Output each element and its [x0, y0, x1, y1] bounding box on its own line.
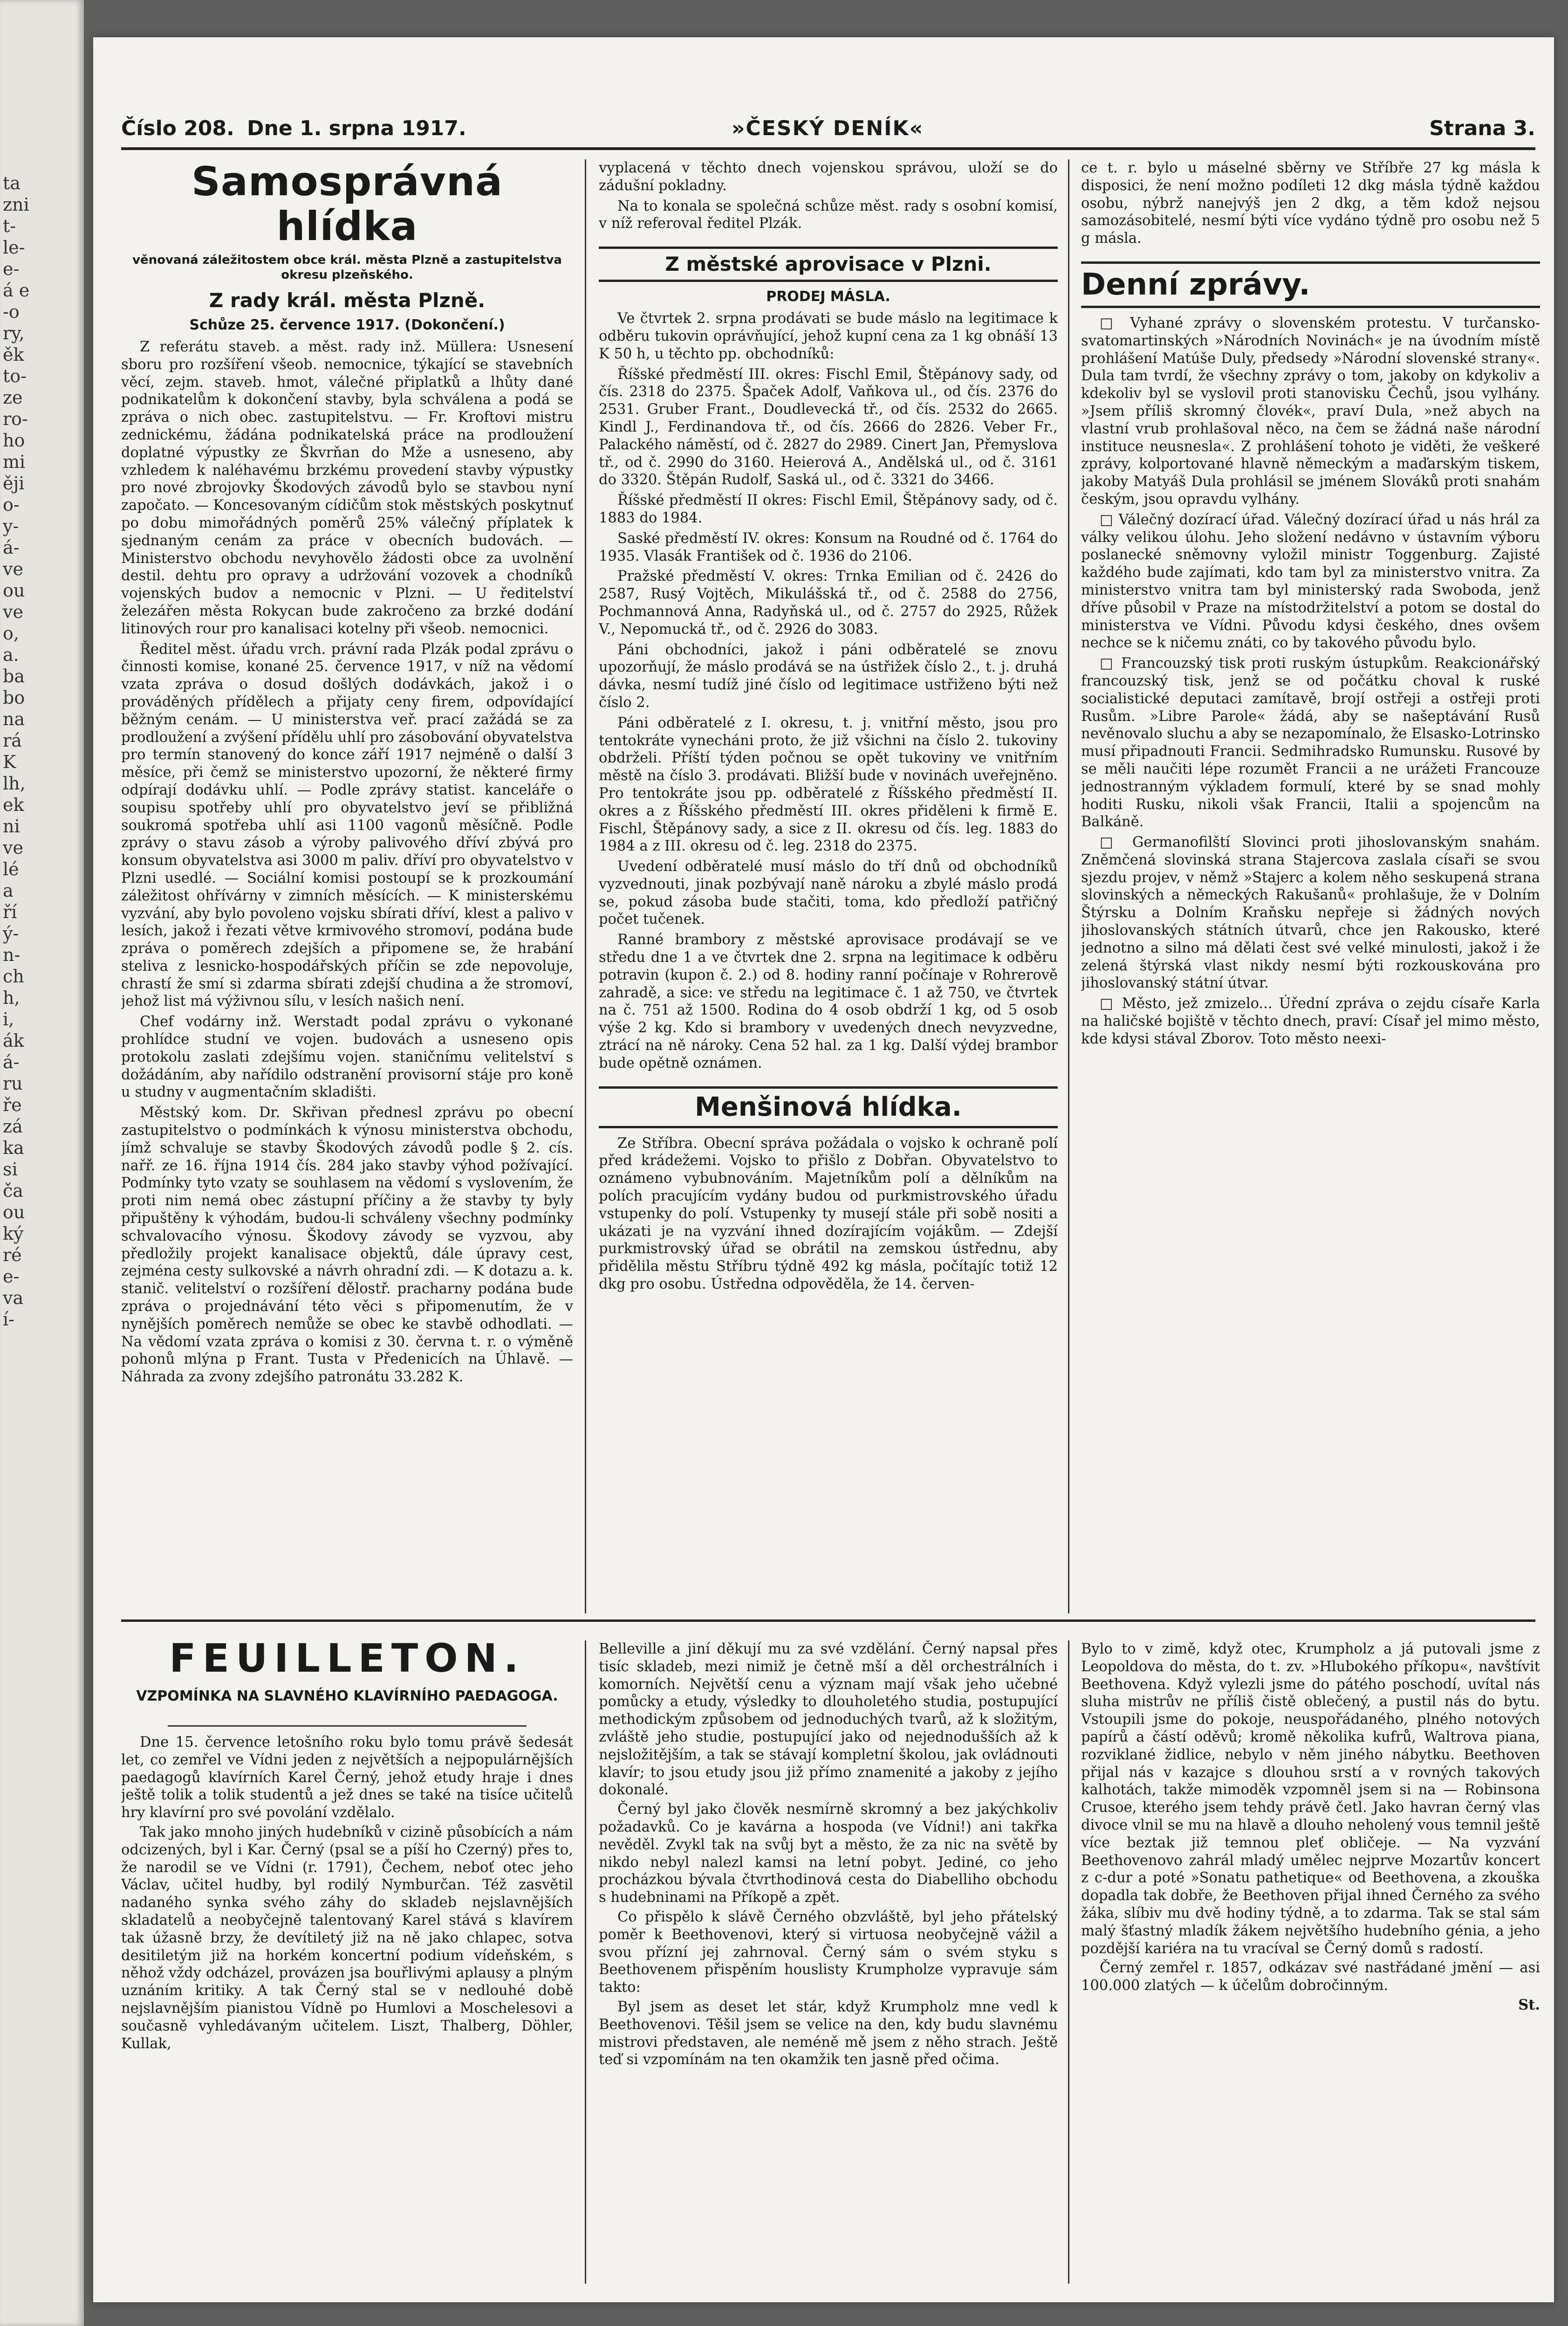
edge-text-fragment: ve [3, 602, 23, 622]
column-samospravna-hlidka [121, 159, 573, 1613]
edge-text-fragment: o, [3, 623, 19, 644]
edge-text-fragment: ze [3, 387, 23, 408]
column-denni-zpravy [1081, 159, 1540, 1613]
article-paragraph: Říšské předměstí II okres: Fischl Emil, Štěpánovy sady, od č. 1883 do 1984. [599, 492, 1058, 526]
feuilleton-paragraph: Černý byl jako člověk nesmírně skromný a bez jakýchkoliv požadavků. Co je kavárna a hospoda (ve Vídni!) ani takřka nevěděl. Zvykl tak na svůj byt a město, že za nic na světě by nikdo nebyl nalezl kamsi na letní pobyt. Jediné, co jeho procházkou bývala čtvrthodinová cesta do Diabelliho obchodu s hudebninami na Příkopě a zpět. [599, 1801, 1058, 1906]
edge-text-fragment: na [3, 709, 25, 729]
headline-samospravna-hlidka: Samosprávná hlídka [191, 159, 503, 250]
edge-text-fragment: bo [3, 687, 25, 708]
section-heading-rada: Z rady král. města Plzně. [209, 289, 486, 312]
edge-text-fragment: a [3, 880, 14, 901]
edge-text-fragment: ry, [3, 323, 25, 343]
edge-text-fragment: ho [3, 430, 25, 451]
edge-text-fragment: zni [3, 194, 29, 215]
article-paragraph: Uvedení odběratelé musí máslo do tří dnů od obchodníků vyzvednouti, jinak pozbývají naně nároku a zbylé máslo prodá se, pokud zásoba bude stačiti, toma, kdo předloží patřičný počet tučenek. [599, 858, 1058, 928]
edge-text-fragment: K [3, 752, 16, 772]
edge-text-fragment: zá [3, 1116, 23, 1137]
article-paragraph: Ve čtvrtek 2. srpna prodávati se bude máslo na legitimace k odběru tukovin oprávňující, jehož kupní cena za 1 kg obnáší 13 K 50 h, u těchto pp. obchodníků: [599, 310, 1058, 362]
section-heading-mensinova-hlidka: Menšinová hlídka. [599, 1086, 1058, 1128]
article-paragraph: Chef vodárny inž. Werstadt podal zprávu o vykonané prohlídce studní ve vojen. budovách a usneseno opis protokolu zaslati zdejšímu vojen. staničnímu velitelství s dožádáním, aby nařídilo odstranění provisorní stáje pro koně u studny v augmentačním skladišti. [121, 1014, 573, 1101]
author-signature: St. [1518, 1996, 1540, 2013]
edge-text-fragment: á- [3, 1052, 20, 1072]
edge-text-fragment: ča [3, 1180, 23, 1201]
adjacent-page-edge [0, 0, 84, 2326]
column-rule [585, 1640, 586, 2284]
edge-text-fragment: ch [3, 966, 24, 987]
feuilleton-heading: FEUILLETON. [169, 1635, 525, 1681]
edge-text-fragment: ký [3, 1223, 24, 1244]
edge-text-fragment: ěk [3, 344, 24, 365]
issue-number: Číslo 208. [121, 117, 234, 140]
article-paragraph: Ředitel měst. úřadu vrch. právní rada Plzák podal zprávu o činnosti komise, konané 25. července 1917, v níž na vědomí vzata zpráva o dosud došlých dodávkách, jakož i o prováděných přídělech a přijaty ceny firem, odpovídající běžným cenám. — U ministerstva veř. prací zažádá se za prodloužení a zvýšení přídělu uhlí pro zásobování obyvatelstva pro termín stanovený do konce září 1917 nejméně o další 3 měsíce, při čemž se ministerstvo upozorní, že některé firmy odpírají dodávku uhlí. — Podle zprávy statist. kanceláře o soupisu spotřeby uhlí pro obyvatelstvo jeví se přibližná soukromá spotřeba uhlí asi 1100 vagonů měsíčně. Podle zprávy o stavu zásob a výroby palivového dříví zbývá pro konsum obyvatelstva asi 3000 m paliv. dříví pro obyvatelstvo v Plzni usedlé. — Sociální komisi postoupí se k prozkoumání záležitost ohřívárny v zimních měsících. — K ministerskému vyzvání, aby bylo povoleno vojsku sbírati dříví, klest a palivo v lesích, jakož i řezati větve krmivového stromoví, podána bude zpráva o poměrech zdejších a připomene se, že hrabání steliva z lesnicko-hospodářských příčin se zde nepovoluje, chrastí že smí si zdarma sbírati zdejší chudina a že stromoví, jehož list má výživnou sílu, v lesích našich není. [121, 641, 573, 1010]
edge-text-fragment: ro- [3, 409, 28, 429]
edge-text-fragment: ře [3, 1095, 22, 1115]
edge-text-fragment: a. [3, 645, 19, 665]
article-paragraph: vyplacená v těchto dnech vojenskou správou, uloží se do zádušní pokladny. [599, 160, 1058, 194]
edge-text-fragment: y- [3, 516, 19, 536]
page-number: Strana 3. [1429, 117, 1535, 140]
feuilleton-paragraph: Belleville a jiní děkují mu za své vzdělání. Černý napsal přes tisíc skladeb, mezi nimiž je četně mší a děl orchestrálních i komorních. Největší cenu a význam mají však jeho učebné pomůcky a etudy, výsledky to dlouholetého studia, postupující methodickým způsobem od jednoduchých tvarů, až k složitým, zvláště jeho studie, postupující jako od nejednodušších až k nejsložitějším, a tak se stávají kompletní školou, jak ovládnouti klavír; to jsou etudy jsou již přímo znamenité a jakoby z jejího dokonalé. [599, 1641, 1058, 1798]
article-paragraph: ce t. r. bylo u máselné sběrny ve Stříbře 27 kg másla k disposici, že není možno podíleti 12 dkg másla týdně každou osobu, nýbrž nanejvýš jen 2 dkg, a těm kdož nejsou samozásobitelé, nesmí býti více vydáno týdně pro osobu než 5 g másla. [1081, 160, 1540, 247]
news-item: □ Germanofilští Slovinci proti jihoslovanským snahám. Zněmčená slovinská strana Stajercova zaslala císaři se svou sjezdu projev, v němž »Stajerc a kolem něho seskupená strana slovinských a německých Rakušanů« prohlašuje, že v Dolním Štýrsku a Dolním Kraňsku nepřeje si žádných nových jihoslovanských státních útvarů, chce jen Rakousko, které jednotno a silno má dělati čest své velké minulosti, jakož i že zelená štýrská vlast nikdy nesmí býti rozkouskována pro jihoslovanský státní útvar. [1081, 834, 1540, 992]
article-paragraph: Ze Stříbra. Obecní správa požádala o vojsko k ochraně polí před krádežemi. Vojsko to přišlo z Dobřan. Obyvatelstvo to oznámeno vybubnováním. Majetníkům polí a dělníkům na polích pracujícím vydány budou od purkmistrovského úřadu vstupenky do polí. Vstupenky ty musejí stále při sobě nositi a ukázati je na vyzvání ihned dozírajícím vojákům. — Zdejší purkmistrovský úřad se obrátil na zemskou ústřednu, aby přidělila městu Stříbru týdně 492 kg másla, počítajíc totiž 12 dkg pro osobu. Ústředna odpověděla, že 14. červen- [599, 1135, 1058, 1293]
edge-text-fragment: o- [3, 494, 20, 515]
column-rule [1068, 1640, 1069, 2284]
edge-text-fragment: ba [3, 666, 25, 686]
edge-text-fragment: ta [3, 173, 21, 193]
feuilleton-paragraph: Dne 15. července letošního roku bylo tomu právě šedesát let, co zemřel ve Vídni jeden z největších a nejpopulárnějších paedagogů klavírních Karel Černý, jehož etudy hraje i dnes ještě tolik a tolik studentů a jež dnes se také na tisíce učitelů hry klavírní pro své povolání vzdělalo. [121, 1734, 573, 1821]
article-paragraph: Páni odběratelé z I. okresu, t. j. vnitřní město, jsou pro tentokráte vynecháni proto, že již všichni na číslo 2. tukoviny obdrželi. Příští týden počnou se opět tukoviny ve vnitřním městě na číslo 3. prodávati. Bližší bude v novinách uveřejněno. Pro tentokráte jsou pp. odběratelé z Říšského předměstí II. okres a z Říšského předměstí III. okres přiděleni k firmě E. Fischl, Štěpánovy sady, a sice z II. okresu od čís. leg. 1883 do 1984 a z III. okresu od č. leg. 2318 do 2375. [599, 714, 1058, 855]
edge-text-fragment: ák [3, 1030, 24, 1051]
edge-text-fragment: rá [3, 730, 22, 751]
edge-text-fragment: ré [3, 1245, 22, 1265]
article-paragraph: Na to konala se společná schůze měst. rady s osobní komisí, v níž referoval ředitel Plzák. [599, 198, 1058, 232]
section-heading-aprovisace: Z městské aprovisace v Plzni. [599, 247, 1058, 282]
newspaper-page [93, 37, 1554, 2302]
top-rule [121, 147, 1535, 150]
feuilleton-column-1 [121, 1734, 573, 2288]
session-heading: Schůze 25. července 1917. (Dokončení.) [189, 317, 505, 333]
edge-text-fragment: í- [3, 1309, 14, 1330]
edge-text-fragment: ve [3, 837, 23, 858]
edge-text-fragment: le- [3, 237, 25, 258]
edge-text-fragment: ou [3, 580, 25, 601]
edge-text-fragment: e- [3, 1266, 20, 1287]
feuilleton-paragraph: Tak jako mnoho jiných hudebníků v cizině působících a nám odcizených, byl i Kar. Černý (psal se a píší ho Czerný) přes to, že narodil se ve Vídni (r. 1791), Čechem, neboť otec jeho Václav, učitel hudby, byl rodilý Nymburčan. Též zasvětil nadaného synka svého záhy do skladeb nejslavnějších skladatelů a neobyčejně talentovaný Karel stává s klavírem tak úžasně brzy, že devítiletý již na ně jako chlapec, sotva desitiletým již na horkém koncertní podium vídeňském, s něhož vždy odcházel, provázen jsa bouřlivými aplausy a plným uznáním kritiky. A tak Černý stal se v nedlouhé době nejslavnějším pianistou Vídně po Humlovi a Moschelesovi a současně vyhledávaným učitelem. Liszt, Thalberg, Döhler, Kullak, [121, 1824, 573, 2052]
section-heading-denni-zpravy: Denní zprávy. [1081, 261, 1540, 308]
article-paragraph: Z referátu staveb. a měst. rady inž. Müllera: Usnesení sboru pro rozšíření všeob. nemocnice, týkající se stavebních věcí, zejm. staveb. hmot, válečné připlatků a lhůty dané podnikatelům k dokončení stavby, byla schválena a podá se zpráva o nich obec. zastupitelstvu. — Fr. Kroftovi mistru zednickému, žádána podnikatelská práce na prodloužení doplatné výpustky ze Škvrňan do Mže a usneseno, aby vzhledem k naléhavému brzkému provedení stavby výpustky pro nové zbrojovky Škodových závodů bylo se stavbou nyní započato. — Koncesovaným cídičům stok městských poskytnuť po dobu mimořádných poměrů 25% válečný příplatek k sjednaným cenám za práce v obecních budovách. — Ministerstvo obchodu nevyhovělo žádosti obce za uvolnění destil. dehtu pro opravy a udržování vozovek a chodníků vojenských budov a nemocnic v Plzni. — U ředitelství železářen města Rokycan bude zakročeno za brzké dodání litinových rour pro kanalisaci kotelny při všeob. nemocnici. [121, 339, 573, 637]
article-paragraph: Ranné brambory z městské aprovisace prodávají se ve středu dne 1 a ve čtvrtek dne 2. srpna na legitimace k odběru potravin (kupon č. 2.) od 8. hodiny ranní počínaje v Rohrerově zahradě, a sice: ve středu na legitimace č. 1 až 750, ve čtvrtek na č. 751 až 1500. Rodina do 4 osob obdrží 1 kg, od 5 osob výše 2 kg. Kdo si brambory v uvedených dnech nevyzvedne, ztrácí na ně nároky. Cena 52 hal. za 1 kg. Další výdej brambor bude opětně oznámen. [599, 932, 1058, 1071]
edge-text-fragment: si [3, 1159, 18, 1180]
column-rule [585, 159, 586, 1613]
edge-text-fragment: ek [3, 795, 24, 815]
edge-text-fragment: n- [3, 945, 21, 965]
feuilleton-title-rule [168, 1725, 527, 1727]
edge-text-fragment: ka [3, 1138, 24, 1158]
feuilleton-divider [121, 1619, 1535, 1622]
edge-text-fragment: i, [3, 1009, 14, 1029]
edge-text-fragment: -o [3, 302, 20, 322]
masthead [121, 117, 1535, 149]
edge-text-fragment: ni [3, 816, 20, 837]
news-item: □ Vyhané zprávy o slovenském protestu. V turčansko-svatomartinských »Národních Novinách« je na úvodním místě prohlášení Matúše Duly, předsedy »Národní slovenské strany«. Dula tam tvrdí, že všechny zprávy o tom, jakoby on kdykoliv a kdekoliv byl se vyslovil proti stanovisku Čechů, jsou vylhány. »Jsem příliš skromný človék«, praví Dula, »než abych na vlastní vrub prohlašoval něco, na čem se žádná naše národní instituce neusnesla«. Z prohlášení tohoto je viděti, že veškeré zprávy, kolportované hlavně německým a maďarským tiskem, jakoby Matyáš Dula prohlásil se jménem Slováků proti snahám českým, jsou opravdu vylhány. [1081, 315, 1540, 508]
article-paragraph: Říšské předměstí III. okres: Fischl Emil, Štěpánovy sady, od čís. 2318 do 2375. Špaček Adolf, Vaňkova ul., od čís. 2376 do 2531. Gruber Frant., Doudlevecká tř., od čís. 2532 do 2665. Kindl J., Ferdinandova tř., od čís. 2666 do 2826. Veber Fr., Palackého náměstí, od č. 2827 do 2989. Cinert Jan, Přemyslova tř., od č. 2990 do 3160. Heierová A., Andělská ul., od č. 3161 do 3320. Štěpán Rudolf, Saská ul., od č. 3321 do 3466. [599, 366, 1058, 488]
edge-text-fragment: ou [3, 1202, 25, 1222]
edge-text-fragment: e- [3, 259, 20, 279]
feuilleton-paragraph: Byl jsem as deset let stár, když Krumpholz mne vedl k Beethovenovi. Těšil jsem se velice na den, kdy budu slavnému mistrovi představen, ale neméně mě jsem z něho strach. Ještě teď si vzpomínám na ten okamžik ten jasně před očima. [599, 1998, 1058, 2068]
edge-text-fragment: to- [3, 366, 27, 386]
news-item: □ Město, jež zmizelo... Úřední zpráva o zejdu císaře Karla na haličské bojiště v těchto dnech, praví: Císař jel mimo město, kde kdysi stával Zborov. Toto město neexi- [1081, 995, 1540, 1047]
feuilleton-title: VZPOMÍNKA NA SLAVNÉHO KLAVÍRNÍHO PAEDAGOGA. [136, 1688, 558, 1704]
section-subtitle: věnovaná záležitostem obce král. města Plzně a zastupitelstva okresu plzeňského. [132, 253, 562, 282]
edge-text-fragment: ěji [3, 473, 25, 494]
feuilleton-paragraph: Co přispělo k slávě Černého obzvláště, byl jeho přátelský poměr k Beethovenovi, který si virtuosa neobyčejně vážil a svou přízní jej zahrnoval. Černý sám o svém styku s Beethovenem přispěním houslisty Krumpholze vypravuje sám takto: [599, 1908, 1058, 1996]
edge-text-fragment: lé [3, 859, 19, 879]
newspaper-name: »ČESKÝ DENÍK« [732, 117, 924, 140]
edge-text-fragment: ý- [3, 923, 19, 944]
subsection-heading-maslo: PRODEJ MÁSLA. [766, 288, 890, 305]
news-item: □ Válečný dozírací úřad. Válečný dozírací úřad u nás hrál za války velikou úlohu. Jeho složení nedávno v ústavním výboru poslanecké sněmovny vyložil ministr Toggenburg. Zajisté každého bude zajímati, kdo tam byl za ministerstvo vnitra. Za ministerstvo vnitra tam byl ministerský rada Swoboda, jenž dříve působil v Praze na místodržitelství a potom se dostal do ministerstva ve Vídni. Původu kdysi českého, dnes ovšem nechce se k ničemu znáti, co by takového původu bylo. [1081, 511, 1540, 652]
edge-text-fragment: á e [3, 280, 30, 301]
edge-text-fragment: ru [3, 1073, 23, 1094]
feuilleton-paragraph: Bylo to v zimě, když otec, Krumpholz a já putovali jsme z Leopoldova do města, do t. zv. »Hlubokého příkopu«, navštívit Beethovena. Když vylezli jsme do pátého poschodí, uvítal nás sluha mistrův ne příliš čistě oblečený, a pustil nás do bytu. Vstoupili jsme do pokoje, neuspořádaného, plného notových papírů a částí oděvů; kromě několika kufrů, Waltrova piana, rozviklané židlice, nebylo v něm jiného nábytku. Beethoven přijal nás v kazajce s dlouhou srstí a v rovných takových kalhotách, takže mimoděk vzpomněl jsem si na — Robinsona Crusoe, kterého jsem tehdy právě četl. Jako havran černý vlas divoce vlnil se mu na hlavě a dlouho neholený vous temnil ještě více beztak již temnou pleť obličeje. — Na vyzvání Beethovenovo zahrál mladý umělec nejprve Mozartův koncert z c-dur a poté »Sonatu pathetique« od Beethovena, a zkouška dopadla tak dobře, že Beethoven přijal ihned Černého za svého žáka, slíbiv mu dvě hodiny týdně, a to zdarma. Tak se stal sám malý šťastný mladík žákem největšího hudebního génia, a jeho pozdější kariéra na tu vracíval se Černý domů s radostí. [1081, 1641, 1540, 1957]
edge-text-fragment: ří [3, 902, 17, 922]
column-rule [1068, 159, 1069, 1613]
issue-date: Dne 1. srpna 1917. [247, 117, 466, 140]
edge-text-fragment: va [3, 1288, 24, 1308]
article-paragraph: Páni obchodníci, jakož i páni odběratelé se znovu upozorňují, že máslo prodává se na ústřižek číslo 2., t. j. druhá dávka, nesmí tudíž jiné číslo od legitimace ustřiženo býti než číslo 2. [599, 641, 1058, 711]
article-paragraph: Saské předměstí IV. okres: Konsum na Roudné od č. 1764 do 1935. Vlasák František od č. 1936 do 2106. [599, 530, 1058, 564]
edge-text-fragment: t- [3, 216, 16, 236]
feuilleton-column-2 [599, 1640, 1058, 2288]
edge-text-fragment: lh, [3, 773, 26, 794]
article-paragraph: Pražské předměstí V. okres: Trnka Emilian od č. 2426 do 2587, Rusý Vojtěch, Mikulášská tř., od č. 2588 do 2756, Pochmannová Anna, Radyňská ul., od č. 2757 do 2925, Růžek V., Nepomucká tř., od č. 2926 do 3083. [599, 568, 1058, 638]
news-item: □ Francouzský tisk proti ruským ústupkům. Reakcionářský francouzský tisk, jenž se od počátku choval k ruské socialistické deputaci zamítavě, brojí ostřeji a ostřeji proti Rusům. »Libre Parole« žádá, aby se našeptávání Rusů nevěnovalo sluchu a aby se nezapomínalo, že Elsasko-Lotrinsko musí připadnouti Francii. Sedmihradsko Rumunsku. Rusové by se měli naučiti lépe rozumět Francii a ne urážeti Francouze jednostranným výkladem formulí, které by se snad mohly hoditi Rusku, nikoli však Francii, Italii a spojencům na Balkáně. [1081, 655, 1540, 830]
edge-text-fragment: mi [3, 452, 26, 472]
edge-text-fragment: á- [3, 537, 20, 558]
edge-text-fragment: ve [3, 559, 23, 579]
edge-text-fragment: h, [3, 988, 20, 1008]
feuilleton-paragraph: Černý zemřel r. 1857, odkázav své nastřádané jmění — asi 100.000 zlatých — k účelům dobročinným. [1081, 1960, 1540, 1994]
column-aprovisace [599, 159, 1058, 1613]
article-paragraph: Městský kom. Dr. Skřivan přednesl zprávu po obecní zastupitelstvo o podmínkách k výnosu ministerstva obchodu, jímž schvaluje se stavby Škodových závodů podle § 2. cís. nařř. ze 16. října 1914 čís. 284 jako stavby výhod požívající. Podmínky tyto vzaty se souhlasem na vědomí s vyslovením, že proti nim nemá obec zástupní příčiny a že stavby ty byly připuštěny k výhodám, budou-li schváleny všechny podmínky schvalovacího výnosu. Škodovy závody se vyzvou, aby předložily projekt kanalisace objektů, dále úpravy cest, zejména cesty sulkovské a návrh ohradní zdi. — K dotazu a. k. stanič. velitelství o rozšíření dělostř. pracharny podána bude zpráva o projednávání této věci s připomenutím, že v nynějších poměrech nemůže se obec ke stavbě odhodlati. — Na vědomí vzata zpráva o komisi z 30. června t. r. o výměně pohonů mlýna p Frant. Tusta v Předenicích na Úhlavě. — Náhrada za zvony zdejšího patronátu 33.282 K. [121, 1105, 573, 1386]
feuilleton-column-3 [1081, 1640, 1540, 2288]
